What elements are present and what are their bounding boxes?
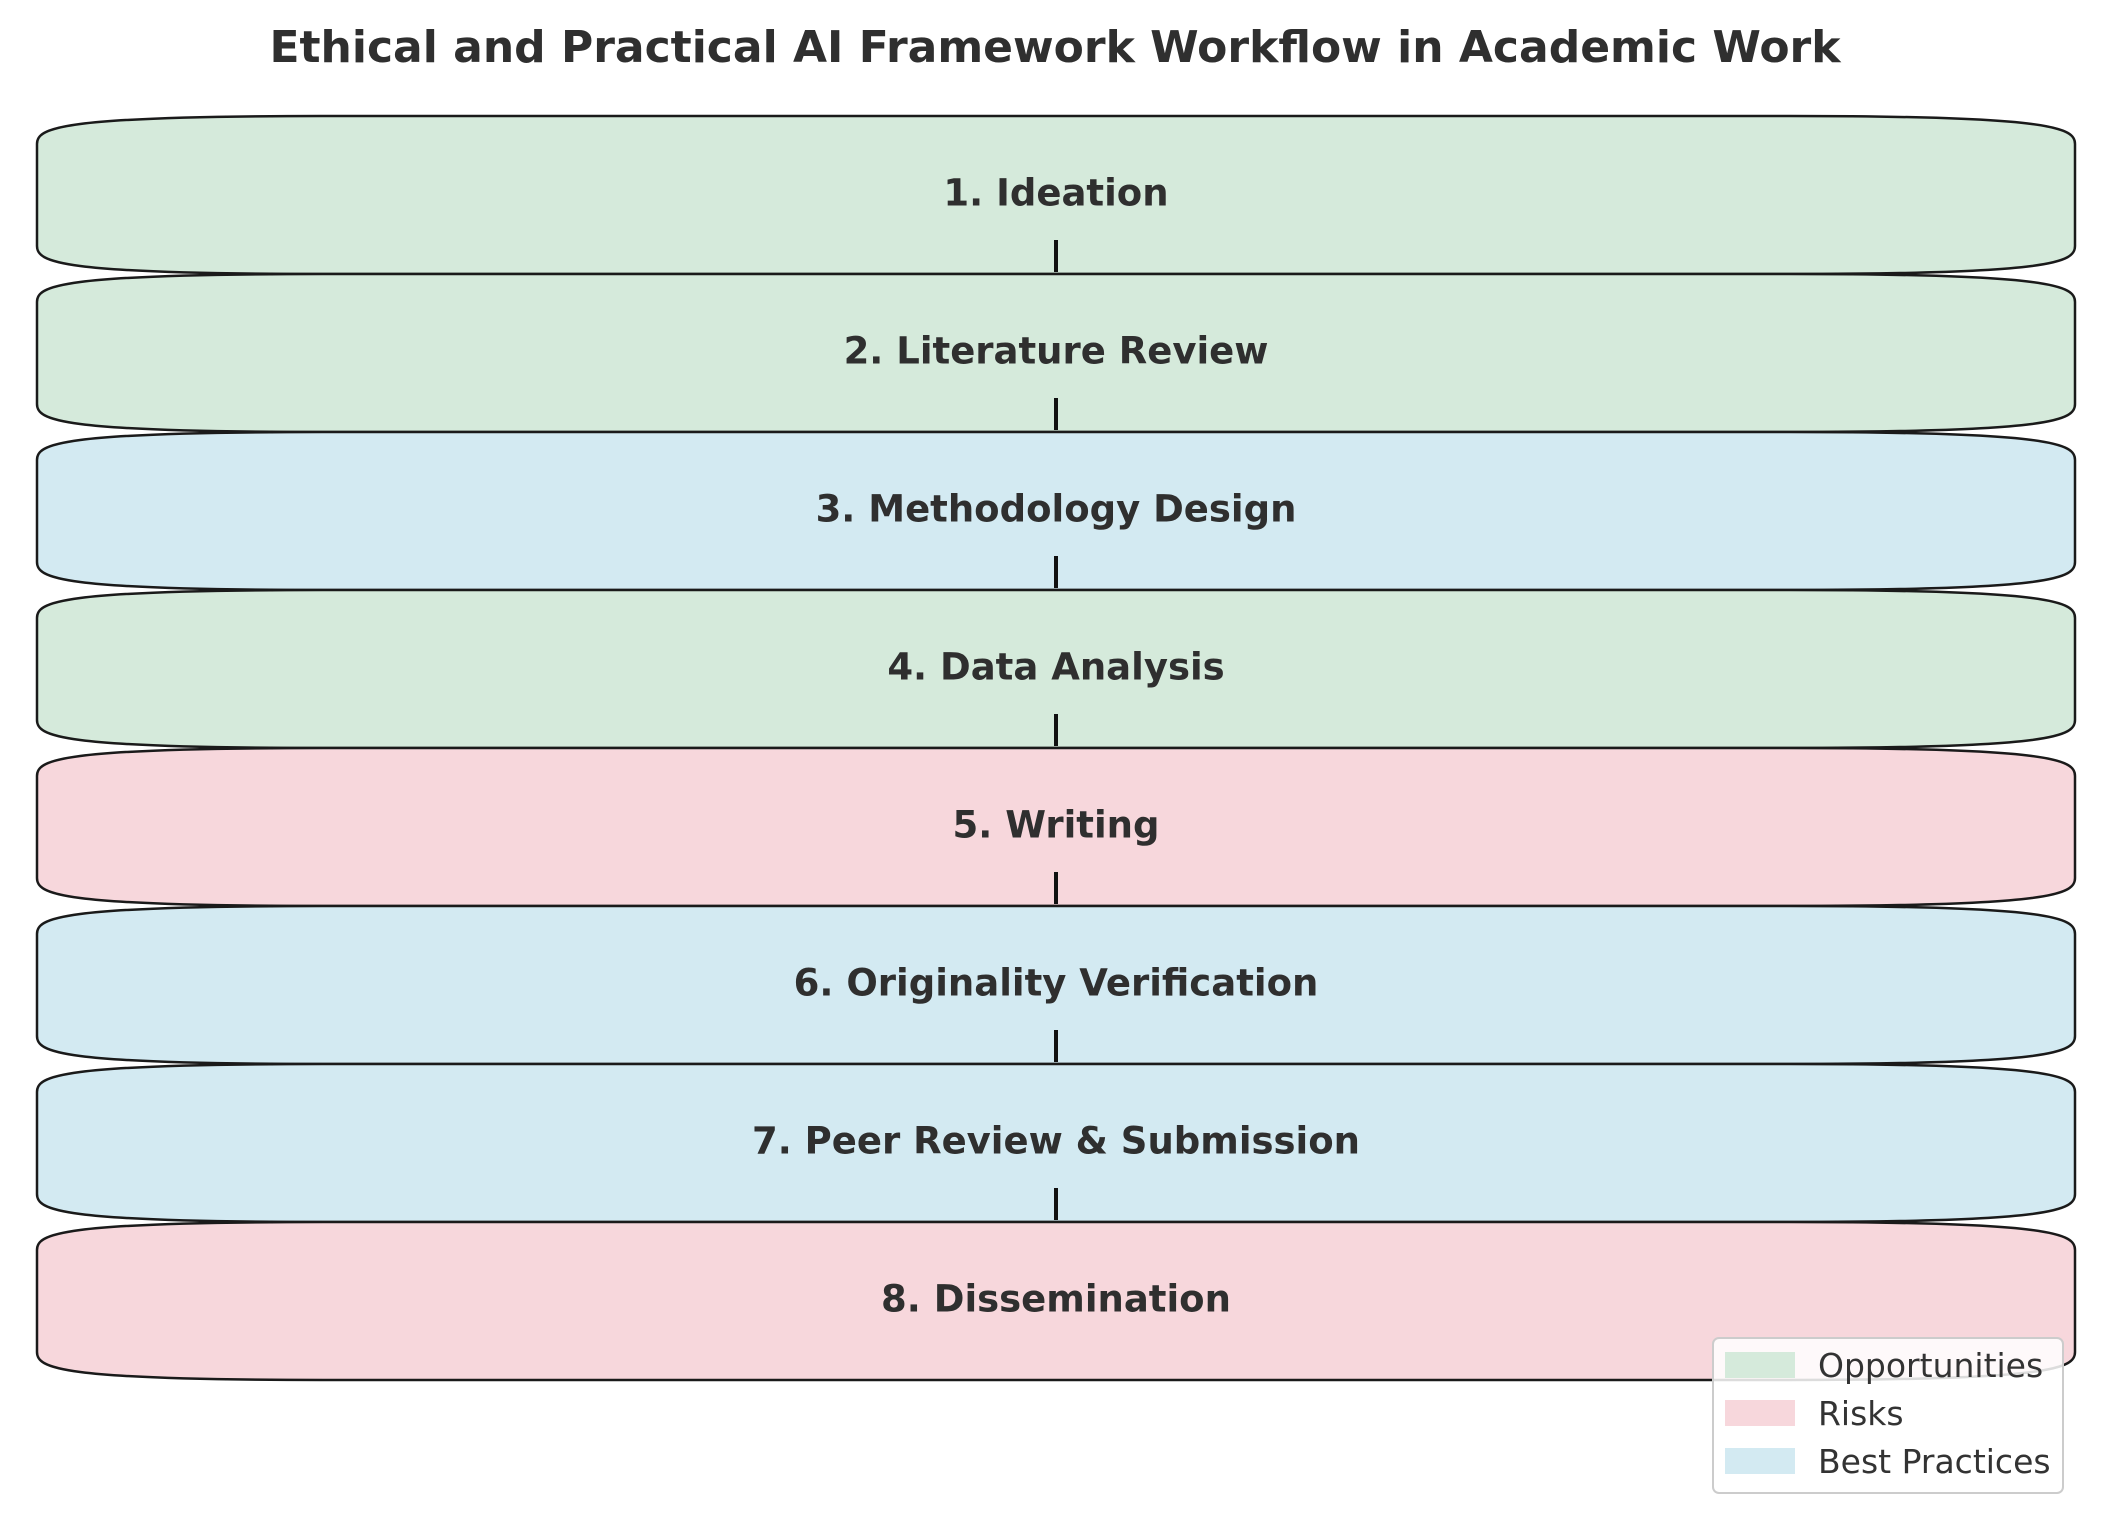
stage-label: 1. Ideation (943, 171, 1169, 215)
stage-label: 5. Writing (952, 803, 1160, 847)
stage-label: 2. Literature Review (843, 329, 1269, 373)
stage-label: 6. Originality Verification (793, 961, 1319, 1005)
diagram-title: Ethical and Practical AI Framework Workflow in Academic Work (269, 22, 1841, 73)
legend (1713, 1338, 2063, 1493)
stage-label: 8. Dissemination (881, 1277, 1231, 1321)
stage-label: 7. Peer Review & Submission (751, 1119, 1361, 1163)
legend-label: Risks (1818, 1394, 1904, 1433)
legend-swatch (1725, 1352, 1795, 1378)
legend-label: Opportunities (1818, 1346, 2044, 1385)
legend-label: Best Practices (1818, 1442, 2051, 1481)
legend-swatch (1725, 1400, 1795, 1426)
stage-label: 3. Methodology Design (815, 487, 1297, 531)
legend-swatch (1725, 1448, 1795, 1474)
stage-label: 4. Data Analysis (887, 645, 1225, 689)
